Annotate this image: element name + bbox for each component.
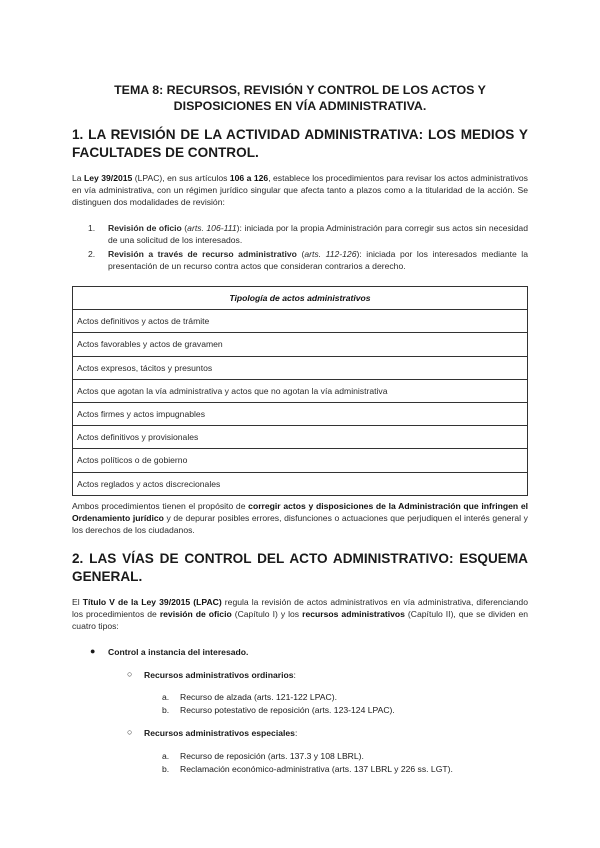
list-item-revision-recurso: 2. Revisión a través de recurso administrativo (arts. 112-126): iniciada por los interesados mediante la presentación de un recurso contra actos que consideran contrarios a derecho. — [88, 249, 529, 272]
table-row: Actos firmes y actos impugnables — [73, 402, 528, 425]
section-2-intro: El Título V de la Ley 39/2015 (LPAC) regula la revisión de actos administrativos en vía administrativa, diferenciando los procedimientos de revisión de oficio (Capítulo I) y los recursos administrativos (Capítulo II), que se dividen en cuatro tipos: — [72, 597, 529, 632]
table-header: Tipología de actos administrativos — [73, 287, 528, 310]
section-2-heading: 2. LAS VÍAS DE CONTROL DEL ACTO ADMINISTRATIVO: ESQUEMA GENERAL. — [72, 551, 528, 584]
bullet-circle-icon: ○ — [127, 669, 133, 679]
table-row: Actos que agotan la vía administrativa y actos que no agotan la vía administrativa — [73, 379, 528, 402]
list-item: Reclamación económico-administrativa (arts. 137 LBRL y 226 ss. LGT). — [180, 764, 453, 774]
table-row: Actos reglados y actos discrecionales — [73, 472, 528, 495]
table-row: Actos políticos o de gobierno — [73, 449, 528, 472]
table-row: Actos expresos, tácitos y presuntos — [73, 356, 528, 379]
list-item: a. — [162, 751, 170, 761]
list-item: Recurso de alzada (arts. 121-122 LPAC). — [180, 692, 337, 702]
bullet-circle-icon: ○ — [127, 727, 133, 737]
bullet-control-interesado: Control a instancia del interesado. — [108, 647, 249, 657]
list-item: b. — [162, 764, 170, 774]
list-item: b. — [162, 705, 170, 715]
section-1-conclusion: Ambos procedimientos tienen el propósito de corregir actos y disposiciones de la Administración que infringen el Ordenamiento jurídico y de depurar posibles errores, disfunciones o actuaciones que perjudiquen el interés general y los derechos de los ciudadanos. — [72, 501, 528, 536]
sub-bullet-especiales: Recursos administrativos especiales: — [144, 728, 298, 738]
list-item: a. — [162, 692, 170, 702]
acts-typology-table — [72, 286, 528, 496]
table-row: Actos definitivos y provisionales — [73, 426, 528, 449]
list-item: Recurso potestativo de reposición (arts. 123-124 LPAC). — [180, 705, 395, 715]
table-row: Actos definitivos y actos de trámite — [73, 310, 528, 333]
section-1-intro: La Ley 39/2015 (LPAC), en sus artículos 106 a 126, establece los procedimientos para revisar los actos administrativos en vía administrativa, con un régimen jurídico singular que afecta tanto a plazos como a la titularidad de la acción. Se distinguen dos modalidades de revisión: — [72, 173, 528, 208]
bullet-dot-icon: ● — [90, 646, 96, 656]
table-row: Actos favorables y actos de gravamen — [73, 333, 528, 356]
list-item: Recurso de reposición (arts. 137.3 y 108 LBRL). — [180, 751, 364, 761]
list-item-revision-oficio: 1. Revisión de oficio (arts. 106-111): iniciada por la propia Administración para corregir sus actos sin necesidad de una solicitud de los interesados. — [88, 223, 528, 246]
sub-bullet-ordinarios: Recursos administrativos ordinarios: — [144, 670, 296, 680]
section-1-heading: 1. LA REVISIÓN DE LA ACTIVIDAD ADMINISTRATIVA: LOS MEDIOS Y FACULTADES DE CONTROL. — [72, 127, 528, 160]
document-title: TEMA 8: RECURSOS, REVISIÓN Y CONTROL DE LOS ACTOS Y DISPOSICIONES EN VÍA ADMINISTRATIVA. — [114, 83, 486, 113]
